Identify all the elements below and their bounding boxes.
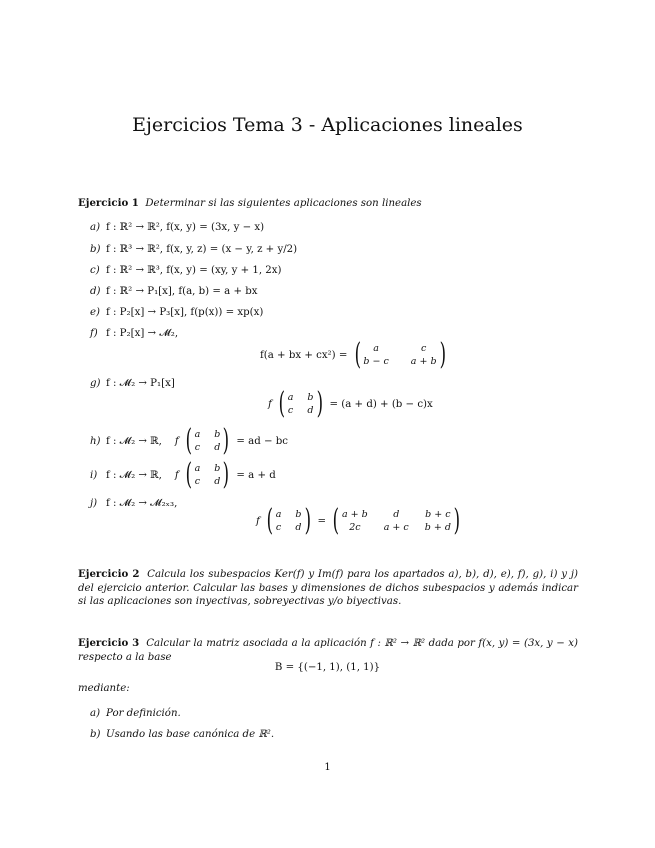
left-paren: ( (332, 503, 340, 538)
item-expression: f : 𝓜₂ → ℝ, (106, 436, 162, 447)
item-expression: f : 𝓜₂ → ℝ, (106, 470, 162, 481)
matrix-cell: d (214, 475, 221, 487)
page-title: Ejercicios Tema 3 - Aplicaciones lineales (132, 114, 523, 136)
item-expression: f : ℝ² → ℝ², f(x, y) = (3x, y − x) (106, 222, 265, 233)
right-paren: ) (316, 386, 323, 421)
exercise-1-heading: Ejercicio 1 (78, 197, 139, 209)
item-label: j) (90, 498, 98, 509)
ex1-f-display (260, 337, 449, 372)
exercise-3-heading: Ejercicio 3 (78, 637, 140, 649)
ex1-item-j (90, 498, 177, 510)
ex3-item-a (90, 708, 181, 719)
j-equals: = (317, 516, 327, 527)
item-expression: f : P₂[x] → 𝓜₂, (106, 328, 179, 339)
item-expression: f : ℝ² → P₁[x], f(a, b) = a + bx (106, 286, 258, 297)
matrix-cells (195, 429, 221, 454)
i-matrix (183, 457, 232, 492)
j-matrix (264, 503, 313, 538)
item-label: d) (90, 286, 101, 297)
ex1-item-e (90, 307, 263, 318)
h-display-rhs: = ad − bc (236, 436, 288, 447)
matrix-cell: b + c (425, 508, 451, 520)
matrix-cell: a + b (342, 508, 368, 520)
matrix-cell: 2c (349, 521, 361, 533)
matrix-cell: c (194, 441, 201, 453)
g-display-lhs: f (268, 399, 272, 410)
mediante-label: mediante: (78, 683, 130, 694)
left-paren: ( (185, 457, 192, 492)
exercise-1-text: Determinar si las siguientes aplicaciones son lineales (145, 198, 422, 209)
matrix-cells (288, 392, 314, 417)
matrix-cell: a + c (383, 521, 409, 533)
ex3-item-b (90, 729, 274, 740)
item-label: b) (90, 244, 101, 255)
g-display-rhs: = (a + d) + (b − c)x (329, 399, 433, 410)
item-label: c) (90, 265, 100, 276)
matrix-cell: b (214, 428, 221, 440)
matrix-cell: b − c (363, 355, 389, 367)
j-display-lhs: f (256, 516, 260, 527)
exercise-2-heading: Ejercicio 2 (78, 568, 140, 580)
ex1-item-b (90, 244, 297, 255)
matrix-cell: d (214, 441, 221, 453)
matrix-cell: a (275, 508, 282, 520)
item-expression: f : 𝓜₂ → 𝓜₂ₓ₃, (106, 498, 178, 509)
matrix-cells (363, 343, 436, 368)
matrix-cell: b + d (424, 521, 451, 533)
item-label: f) (90, 328, 98, 339)
matrix-cell: c (420, 342, 427, 354)
matrix-cell: b (214, 462, 221, 474)
ex1-item-h (90, 423, 288, 458)
item-label: e) (90, 307, 101, 318)
matrix-cell: a (287, 391, 294, 403)
basis-equation: B = {(−1, 1), (1, 1)} (274, 662, 381, 673)
matrix-cell: a (194, 428, 201, 440)
right-paren: ) (223, 423, 230, 458)
h-matrix (183, 423, 232, 458)
item-label: a) (90, 222, 101, 233)
matrix-cell: c (287, 404, 294, 416)
left-paren: ( (266, 503, 274, 538)
left-paren: ( (278, 386, 286, 421)
page-number: 1 (324, 762, 331, 773)
item-label: g) (90, 378, 101, 389)
ex1-item-g (90, 378, 175, 390)
ex1-item-a (90, 222, 264, 233)
item-expression: f : 𝓜₂ → P₁[x] (106, 378, 175, 389)
item-text: Por definición. (106, 708, 181, 719)
j-result-matrix (330, 503, 462, 538)
f-display-lhs: f(a + bx + cx²) = (260, 350, 348, 361)
i-display-lhs: f (174, 470, 179, 481)
item-expression: f : ℝ³ → ℝ², f(x, y, z) = (x − y, z + y/2) (106, 244, 298, 255)
item-label: i) (90, 470, 98, 481)
item-expression: f : ℝ² → ℝ³, f(x, y) = (xy, y + 1, 2x) (106, 265, 282, 276)
item-text: Usando las base canónica de ℝ². (106, 729, 275, 740)
matrix-cells (342, 509, 451, 534)
f-matrix (352, 337, 449, 372)
ex1-item-c (90, 265, 282, 276)
matrix-cell: a (373, 342, 379, 354)
matrix-cell: d (295, 521, 302, 533)
exercise-1-statement (78, 197, 578, 211)
exercise-3-statement (78, 637, 578, 664)
right-paren: ) (223, 457, 230, 492)
matrix-cells (276, 509, 302, 534)
item-label: a) (90, 708, 101, 719)
exercise-2-statement (78, 568, 578, 609)
left-paren: ( (354, 337, 361, 372)
matrix-cell: c (275, 521, 282, 533)
ex1-g-display (268, 386, 433, 421)
item-label: b) (90, 729, 101, 740)
ex1-item-f (90, 328, 178, 340)
item-expression: f : P₂[x] → P₃[x], f(p(x)) = xp(x) (106, 307, 264, 318)
matrix-cells (195, 463, 221, 488)
item-label: h) (90, 436, 101, 447)
right-paren: ) (439, 337, 446, 372)
matrix-cell: d (307, 404, 314, 416)
ex1-j-display (256, 503, 464, 538)
exercise-3-text: Calcular la matriz asociada a la aplicación f : ℝ² → ℝ² dada por f(x, y) = (3x, y − x) respecto a la base (78, 638, 578, 663)
ex1-item-i (90, 457, 276, 492)
matrix-cell: b (295, 508, 302, 520)
exercise-2-text: Calcula los subespacios Ker(f) y Im(f) para los apartados a), b), d), e), f), g), i) y j) del ejercicio anterior. Calcular las bases y dimensiones de dichos subespacios y además indicar si las aplicaciones son inyectivas, sobreyectivas y/o biyectivas. (78, 569, 578, 607)
left-paren: ( (185, 423, 192, 458)
right-paren: ) (304, 503, 311, 538)
matrix-cell: a (194, 462, 201, 474)
i-display-rhs: = a + d (236, 470, 276, 481)
ex1-item-d (90, 286, 258, 297)
g-matrix (276, 386, 325, 421)
matrix-cell: d (393, 508, 400, 520)
matrix-cell: b (307, 391, 314, 403)
matrix-cell: a + b (410, 355, 437, 367)
matrix-cell: c (194, 475, 201, 487)
right-paren: ) (453, 503, 460, 538)
h-display-lhs: f (174, 436, 179, 447)
